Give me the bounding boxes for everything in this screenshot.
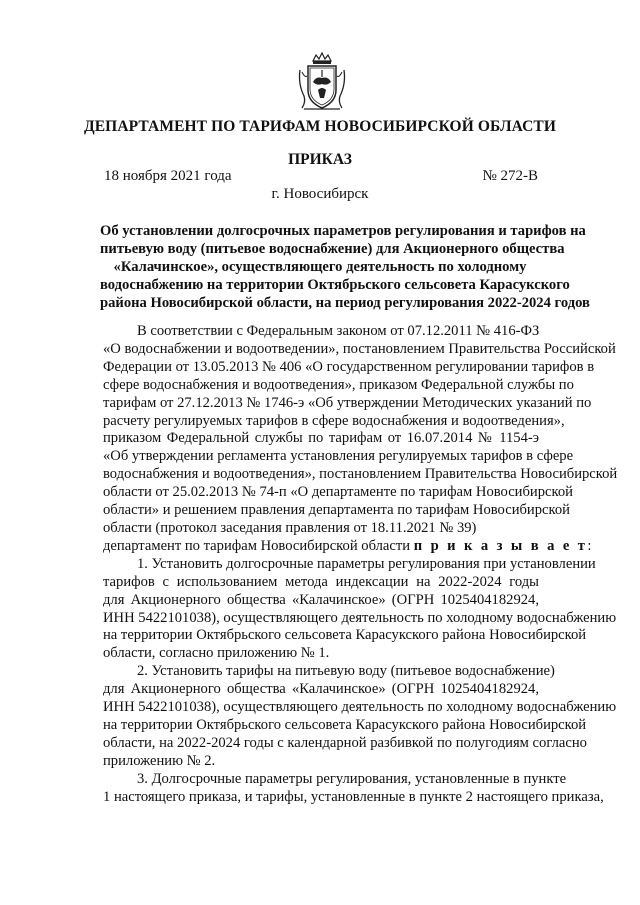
body-line: 1. Установить долгосрочные параметры регулирования при установлении bbox=[137, 555, 596, 572]
title-line: района Новосибирской области, на период регулирования 2022-2024 годов bbox=[100, 295, 590, 311]
body-line: водоснабжения и водоотведения», постановлением Правительства Новосибирской bbox=[103, 466, 618, 483]
title-line: Об установлении долгосрочных параметров регулирования и тарифов на bbox=[100, 223, 586, 239]
coat-of-arms-icon bbox=[296, 52, 348, 112]
title-line: водоснабжению на территории Октябрьского сельсовета Карасукского bbox=[100, 277, 570, 293]
body-line: Федерации от 13.05.2013 № 406 «О государственном регулировании тарифов в bbox=[103, 358, 595, 375]
body-line: области (протокол заседания правления от 18.11.2021 № 39) bbox=[103, 519, 477, 536]
document-body bbox=[103, 323, 618, 806]
body-line: 2. Установить тарифы на питьевую воду (питьевое водоснабжение) bbox=[137, 663, 555, 680]
orders-colon: : bbox=[587, 537, 592, 554]
body-line: 3. Долгосрочные параметры регулирования, установленные в пункте bbox=[137, 770, 567, 787]
title-line: «Калачинское», осуществляющего деятельность по холодному bbox=[113, 259, 527, 275]
orders-line bbox=[103, 537, 592, 556]
body-line: области, согласно приложению № 1. bbox=[103, 645, 330, 662]
body-line: расчету регулируемых тарифов в сфере водоснабжения и водоотведения», bbox=[103, 412, 565, 429]
body-line: тарифам от 27.12.2013 № 1746-э «Об утверждении Методических указаний по bbox=[103, 394, 592, 411]
body-line: на территории Октябрьского сельсовета Карасукского района Новосибирской bbox=[103, 716, 587, 733]
body-line: ИНН 5422101038), осуществляющего деятельность по холодному водоснабжению bbox=[103, 609, 617, 626]
title-line: питьевую воду (питьевое водоснабжение) для Акционерного общества bbox=[100, 241, 565, 257]
document-city: г. Новосибирск bbox=[271, 186, 369, 202]
document-date: 18 ноября 2021 года bbox=[104, 168, 232, 184]
department-name: ДЕПАРТАМЕНТ ПО ТАРИФАМ НОВОСИБИРСКОЙ ОБЛАСТИ bbox=[83, 118, 557, 135]
body-line: тарифов с использованием метода индексации на 2022-2024 годы bbox=[103, 573, 539, 590]
body-line: приказом Федеральной службы по тарифам от 16.07.2014 № 1154-э bbox=[103, 430, 539, 447]
body-line: В соответствии с Федеральным законом от 07.12.2011 № 416-ФЗ bbox=[137, 323, 540, 339]
body-line: для Акционерного общества «Калачинское» (ОГРН 1025404182924, bbox=[103, 591, 539, 608]
body-line: 1 настоящего приказа, и тарифы, установленные в пункте 2 настоящего приказа, bbox=[103, 788, 604, 805]
body-line: «О водоснабжении и водоотведении», постановлением Правительства Российской bbox=[103, 340, 616, 357]
body-line: области, на 2022-2024 годы с календарной разбивкой по полугодиям согласно bbox=[103, 734, 587, 751]
body-line: области» и решением правления департамента по тарифам Новосибирской bbox=[103, 502, 570, 519]
body-line: области от 25.02.2013 № 74-п «О департаменте по тарифам Новосибирской bbox=[103, 484, 573, 501]
body-line: на территории Октябрьского сельсовета Карасукского района Новосибирской bbox=[103, 627, 587, 644]
document-title bbox=[100, 222, 590, 312]
orders-prefix: департамент по тарифам Новосибирской области bbox=[103, 537, 411, 554]
body-line: ИНН 5422101038), осуществляющего деятельность по холодному водоснабжению bbox=[103, 699, 617, 716]
body-line: приложению № 2. bbox=[103, 752, 216, 769]
body-line: для Акционерного общества «Калачинское» (ОГРН 1025404182924, bbox=[103, 681, 539, 698]
body-line: сфере водоснабжения и водоотведения», приказом Федеральной службы по bbox=[103, 376, 574, 393]
document-type: ПРИКАЗ bbox=[288, 151, 352, 168]
orders-word: п р и к а з ы в а е т bbox=[413, 537, 588, 554]
document-number: № 272-В bbox=[482, 168, 538, 184]
body-line: «Об утверждении регламента установления регулируемых тарифов в сфере bbox=[103, 448, 574, 465]
